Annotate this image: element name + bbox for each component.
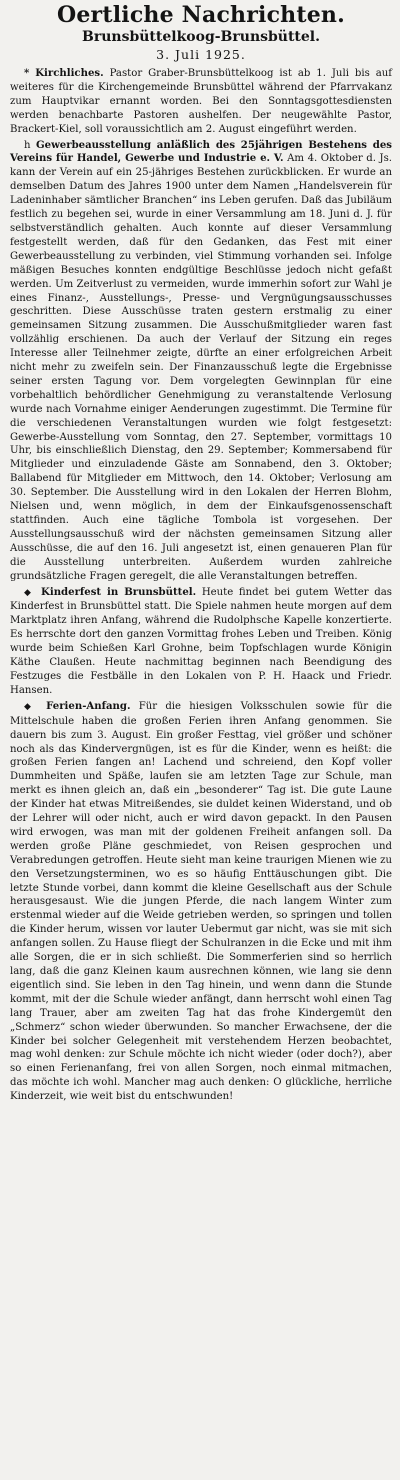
diamond-bullet-icon: ◆ [24,587,34,598]
article-headline: Ferien-Anfang. [46,699,131,712]
article-body: Pastor Graber-Brunsbüttelkoog ist ab 1. Juli bis auf weiteres für die Kirchengemeinde Brunsbüttel während der Pfarrvakanz zum Hauptvikar ernannt worden. Bei den Sonntagsgottesdiensten werden benachbarte Pastoren aushelfen. Der neugewählte Pastor, Brackert-Kiel, soll voraussichtlich am 2. August eingeführt werden. [10,68,393,135]
article-headline: Kinderfest in Brunsbüttel. [41,585,197,598]
section-title: Oertliche Nachrichten. [57,2,345,28]
article-marker: * [24,67,30,79]
article-body: Am 4. Oktober d. Js. kann der Verein auf ein 25-jähriges Bestehen zurückblicken. Er wurde an demselben Datum des Jahres 1900 unter dem Namen „Handelsverein für Ladeninhaber sämtlicher Branchen“ ins Leben gerufen. Daß das Jubiläum festlich zu begehen sei, wurde in einer Versammlung am 18. Juni d. J. für selbstverständlich gehalten. Auch konnte auf dieser Versammlung festgestellt werden, daß für den Gedanken, das Fest mit einer Gewerbeausstellung zu verbinden, viel Stimmung vorhanden sei. Infolge mäßigen Besuches konnten endgültige Beschlüsse jedoch nicht gefaßt werden. Um Zeitverlust zu vermeiden, wurde immerhin sofort zur Wahl je eines Finanz-, Ausstellungs-, Presse- und Vergnügungsausschusses geschritten. Diese Ausschüsse traten gestern erstmalig zu einer gemeinsamen Sitzung zusammen. Die Ausschußmitglieder waren fast vollzählig erschienen. Da auch der Verlauf der Sitzung ein reges Interesse aller Teilnehmer zeigte, dürfte an einer erfolgreichen Arbeit nicht mehr zu zweifeln sein. Der Finanzausschuß legte die Ergebnisse seiner ersten Tagung vor. Dem vorgelegten Gewinnplan für eine vorbehaltlich behördlicher Genehmigung zu veranstaltende Verlosung wurde nach Vornahme einiger Aenderungen zugestimmt. Die Termine für die verschiedenen Veranstaltungen wurden wie folgt festgesetzt: Gewerbe-Ausstellung vom Sonntag, den 27. September, vormittags 10 Uhr, bis einschließlich Dienstag, den 29. September; Kommersabend für Mitglieder und einzuladende Gäste am Sonnabend, den 3. Oktober; Ballabend für Mitglieder em Mittwoch, den 14. Oktober; Verlosung am 30. September. Die Ausstellung wird in den Lokalen der Herren Blohm, Nielsen und, wenn möglich, in dem der Einkaufsgenossenschaft stattfinden. Auch eine tägliche Tombola ist vorgesehen. Der Ausstellungsausschuß wird der nächsten gemeinsamen Sitzung aller Ausschüsse, die auf den 16. Juli angesetzt ist, einen genaueren Plan für die Ausstellung unterbreiten. Außerdem wurden zahlreiche grundsätzliche Fragen geregelt, die alle Veranstaltungen betreffen. [10,153,392,582]
article-kinderfest [10,586,392,698]
article-headline: Kirchliches. [35,67,104,79]
article-kirchliches [10,67,392,137]
location-heading: Brunsbüttelkoog-Brunsbüttel. [82,29,320,45]
diamond-bullet-icon: ◆ [24,701,36,712]
article-body: Heute findet bei gutem Wetter das Kinderfest in Brunsbüttel statt. Die Spiele nahmen heute morgen auf dem Marktplatz ihren Anfang, während die Rudolphsche Kapelle konzertierte. Es herrschte dort den ganzen Vormittag frohes Leben und Treiben. König wurde beim Schießen Karl Grohne, beim Topfschlagen wurde Königin Käthe Claußen. Heute nachmittag beginnen nach Beendigung des Festzuges die Festbälle in den Lokalen von P. H. Haack und Friedr. Hansen. [10,586,393,696]
article-headline: Gewerbeausstellung anläßlich des 25jährigen Bestehens des Vereins für Handel, Gewerbe und Industrie e. V. [10,138,392,165]
article-body: Für die hiesigen Volksschulen sowie für die Mittelschule haben die großen Ferien ihren Anfang genommen. Sie dauern bis zum 3. August. Ein großer Festtag, viel größer und schöner noch als das Kindervergnügen, ist es für die Kinder, wenn es heißt: die großen Ferien fangen an! Lachend und schreiend, den Kopf voller Dummheiten und Späße, laufen sie am letzten Tage zur Schule, man merkt es ihnen gleich an, daß ein „besonderer“ Tag ist. Die gute Laune der Kinder hat etwas Mitreißendes, sie duldet keinen Widerstand, und ob der Lehrer will oder nicht, auch er wird davon gepackt. In den Pausen wird erwogen, was man mit der goldenen Freiheit anfangen soll. Da werden große Pläne geschmiedet, von Reisen gesprochen und Verabredungen getroffen. Heute sieht man keine traurigen Mienen wie zu den Versetzungsterminen, wo es so häufig Enttäuschungen gibt. Die letzte Stunde vorbei, dann kommt die kleine Gesellschaft aus der Schule herausgesaust. Wie die jungen Pferde, die nach langem Winter zum erstenmal wieder auf die Weide getrieben werden, so springen und tollen die Kinder herum, wissen vor lauter Uebermut gar nicht, was sie mit sich anfangen sollen. Zu Hause fliegt der Schulranzen in die Ecke und mit ihm alle Sorgen, die er in sich schließt. Die Sommerferien sind so herrlich lang, daß die ganz Kleinen kaum ausrechnen können, wie lang sie denn eigentlich sind. Sie leben in den Tag hinein, und wenn dann die Stunde kommt, mit der die Schule wieder anfängt, dann herrscht wohl einen Tag lang Trauer, aber am zweiten Tag hat das frohe Kindergemüt den „Schmerz“ schon wieder überwunden. So mancher Erwachsene, der die Kinder bei solcher Gelegenheit mit verstehendem Herzen beobachtet, mag wohl denken: zur Schule möchte ich nicht wieder (oder doch?), aber so einen Ferienanfang, frei von allen Sorgen, noch einmal mitmachen, das möchte ich wohl. Mancher mag auch denken: O glückliche, herrliche Kinderzeit, wie weit bist du entschwunden! [10,700,392,1103]
article-gewerbeausstellung [10,139,392,584]
article-marker: h [24,139,31,151]
dateline: 3. Juli 1925. [156,47,246,62]
article-ferien-anfang [10,700,392,1104]
